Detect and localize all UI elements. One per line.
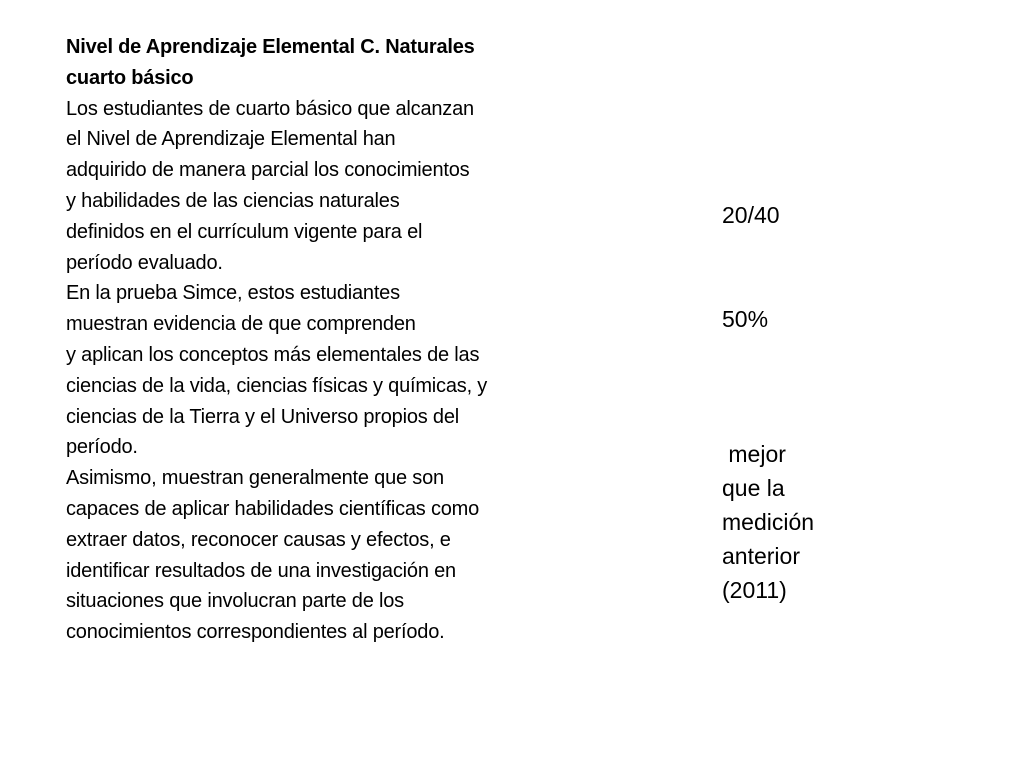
body-line: En la prueba Simce, estos estudiantes (66, 282, 400, 305)
body-line: identificar resultados de una investigación en (66, 559, 456, 582)
body-line: ciencias de la Tierra y el Universo propios del (66, 405, 460, 428)
comparison-line: mejor (722, 441, 786, 467)
body-line: Asimismo, muestran generalmente que son (66, 467, 444, 490)
body-line: período evaluado. (66, 251, 223, 274)
body-line: situaciones que involucran parte de los (66, 590, 404, 613)
body-line: muestran evidencia de que comprenden (66, 313, 416, 336)
score-percent: 50% (722, 306, 769, 332)
comparison-note (722, 437, 882, 607)
comparison-line: (2011) (722, 577, 787, 603)
body-line: período. (66, 436, 138, 459)
body-line: ciencias de la vida, ciencias físicas y químicas, y (66, 374, 488, 397)
body-line: y aplican los conceptos más elementales de las (66, 343, 480, 366)
body-line: extraer datos, reconocer causas y efectos, e (66, 528, 451, 551)
body-line: conocimientos correspondientes al período. (66, 621, 445, 644)
title-line-1: Nivel de Aprendizaje Elemental C. Naturales (66, 36, 475, 58)
body-line: el Nivel de Aprendizaje Elemental han (66, 128, 396, 151)
level-description (66, 32, 566, 648)
body-line: capaces de aplicar habilidades científicas como (66, 497, 480, 520)
score-fraction: 20/40 (722, 202, 780, 228)
comparison-line: que la (722, 475, 785, 501)
title-line-2: cuarto básico (66, 66, 194, 89)
comparison-line: medición (722, 509, 815, 535)
body-line: adquirido de manera parcial los conocimientos (66, 159, 470, 182)
body-line: Los estudiantes de cuarto básico que alcanzan (66, 97, 474, 120)
body-line: definidos en el currículum vigente para el (66, 220, 423, 243)
body-line: y habilidades de las ciencias naturales (66, 189, 400, 212)
comparison-line: anterior (722, 543, 800, 569)
